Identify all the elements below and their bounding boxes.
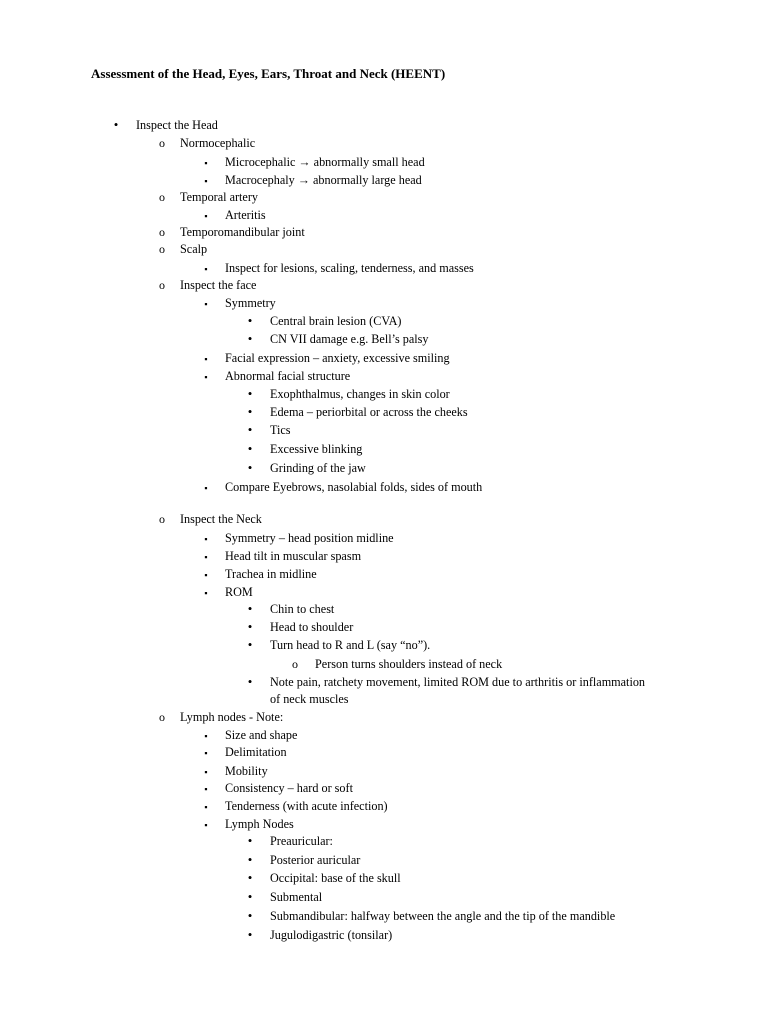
list-item-text: Jugulodigastric (tonsilar) — [270, 928, 393, 942]
bullet-marker: • — [247, 870, 253, 885]
bullet-marker: ▪ — [204, 534, 208, 544]
bullet-marker: o — [292, 657, 298, 671]
list-item-text: Excessive blinking — [270, 442, 363, 456]
list-item-text: Mobility — [225, 764, 268, 778]
list-item-text: Central brain lesion (CVA) — [270, 314, 402, 328]
list-item-text: Posterior auricular — [270, 853, 361, 867]
list-item-text: CN VII damage e.g. Bell’s palsy — [270, 332, 429, 346]
bullet-marker: ▪ — [204, 211, 208, 221]
list-item-text: Lymph Nodes — [225, 817, 294, 831]
bullet-marker: • — [247, 601, 253, 616]
list-item-text: Submental — [270, 890, 323, 904]
bullet-marker: ▪ — [204, 372, 208, 382]
list-item-text: Inspect the face — [180, 278, 257, 292]
bullet-marker: ▪ — [204, 784, 208, 794]
bullet-marker: • — [247, 619, 253, 634]
bullet-marker: o — [159, 136, 165, 150]
list-item-text: Inspect for lesions, scaling, tenderness, and masses — [225, 261, 474, 275]
list-item-text: Temporomandibular joint — [180, 225, 305, 239]
list-item-text: Chin to chest — [270, 602, 335, 616]
list-item-text: Head tilt in muscular spasm — [225, 549, 362, 563]
bullet-marker: ▪ — [204, 354, 208, 364]
bullet-marker: ▪ — [204, 731, 208, 741]
bullet-marker: • — [247, 460, 253, 475]
bullet-marker: o — [159, 710, 165, 724]
bullet-marker: • — [247, 313, 253, 328]
list-item-text: Arteritis — [225, 208, 266, 222]
list-item-text: Trachea in midline — [225, 567, 317, 581]
bullet-marker: • — [247, 637, 253, 652]
list-item-text: Compare Eyebrows, nasolabial folds, sides of mouth — [225, 480, 483, 494]
bullet-marker: • — [247, 927, 253, 942]
bullet-marker: o — [159, 225, 165, 239]
list-item-text: ROM — [225, 585, 253, 599]
bullet-marker: • — [247, 852, 253, 867]
list-item-text: Person turns shoulders instead of neck — [315, 657, 503, 671]
list-item-text: Turn head to R and L (say “no”). — [270, 638, 431, 652]
bullet-marker: ▪ — [204, 264, 208, 274]
list-item-text: Submandibular: halfway between the angle and the tip of the mandible — [270, 909, 616, 923]
list-item-text: Note pain, ratchety movement, limited ROM due to arthritis or inflammation — [270, 675, 646, 689]
bullet-marker: ▪ — [204, 299, 208, 309]
bullet-marker: o — [159, 278, 165, 292]
bullet-marker: • — [113, 117, 119, 132]
list-item-text: Tics — [270, 423, 291, 437]
bullet-marker: o — [159, 190, 165, 204]
list-item-text: Scalp — [180, 242, 208, 256]
bullet-marker: • — [247, 889, 253, 904]
bullet-marker: • — [247, 331, 253, 346]
list-item-text: of neck muscles — [270, 692, 349, 706]
list-item-text: Facial expression – anxiety, excessive smiling — [225, 351, 450, 365]
bullet-marker: ▪ — [204, 767, 208, 777]
bullet-marker: ▪ — [204, 158, 208, 168]
bullet-marker: ▪ — [204, 570, 208, 580]
list-item-text: Preauricular: — [270, 834, 333, 848]
list-item-text: Symmetry – head position midline — [225, 531, 394, 545]
bullet-marker: ▪ — [204, 552, 208, 562]
list-item-text: Exophthalmus, changes in skin color — [270, 387, 450, 401]
list-item-text: Macrocephaly → abnormally large head — [225, 173, 422, 187]
bullet-marker: ▪ — [204, 748, 208, 758]
list-item-text: Abnormal facial structure — [225, 369, 351, 383]
list-item-text: Inspect the Head — [136, 118, 218, 132]
list-item-text: Tenderness (with acute infection) — [225, 799, 388, 813]
list-item-text: Occipital: base of the skull — [270, 871, 401, 885]
bullet-marker: • — [247, 908, 253, 923]
list-item-text: Symmetry — [225, 296, 276, 310]
list-item-text: Delimitation — [225, 745, 287, 759]
bullet-marker: • — [247, 833, 253, 848]
bullet-marker: ▪ — [204, 588, 208, 598]
list-item-text: Inspect the Neck — [180, 512, 262, 526]
bullet-marker: • — [247, 674, 253, 689]
list-item-text: Size and shape — [225, 728, 298, 742]
list-item-text: Consistency – hard or soft — [225, 781, 353, 795]
list-item-text: Temporal artery — [180, 190, 258, 204]
bullet-marker: ▪ — [204, 820, 208, 830]
bullet-marker: o — [159, 512, 165, 526]
bullet-marker: • — [247, 386, 253, 401]
bullet-marker: • — [247, 404, 253, 419]
list-item-text: Edema – periorbital or across the cheeks — [270, 405, 468, 419]
list-item-text: Lymph nodes - Note: — [180, 710, 284, 724]
bullet-marker: • — [247, 422, 253, 437]
list-item-text: Grinding of the jaw — [270, 461, 366, 475]
list-item-text: Head to shoulder — [270, 620, 354, 634]
list-item-text: Microcephalic → abnormally small head — [225, 155, 425, 169]
document-title: Assessment of the Head, Eyes, Ears, Throat and Neck (HEENT) — [91, 66, 446, 81]
bullet-marker: ▪ — [204, 483, 208, 493]
bullet-marker: • — [247, 441, 253, 456]
bullet-marker: o — [159, 242, 165, 256]
bullet-marker: ▪ — [204, 176, 208, 186]
bullet-marker: ▪ — [204, 802, 208, 812]
list-item-text: Normocephalic — [180, 136, 256, 150]
